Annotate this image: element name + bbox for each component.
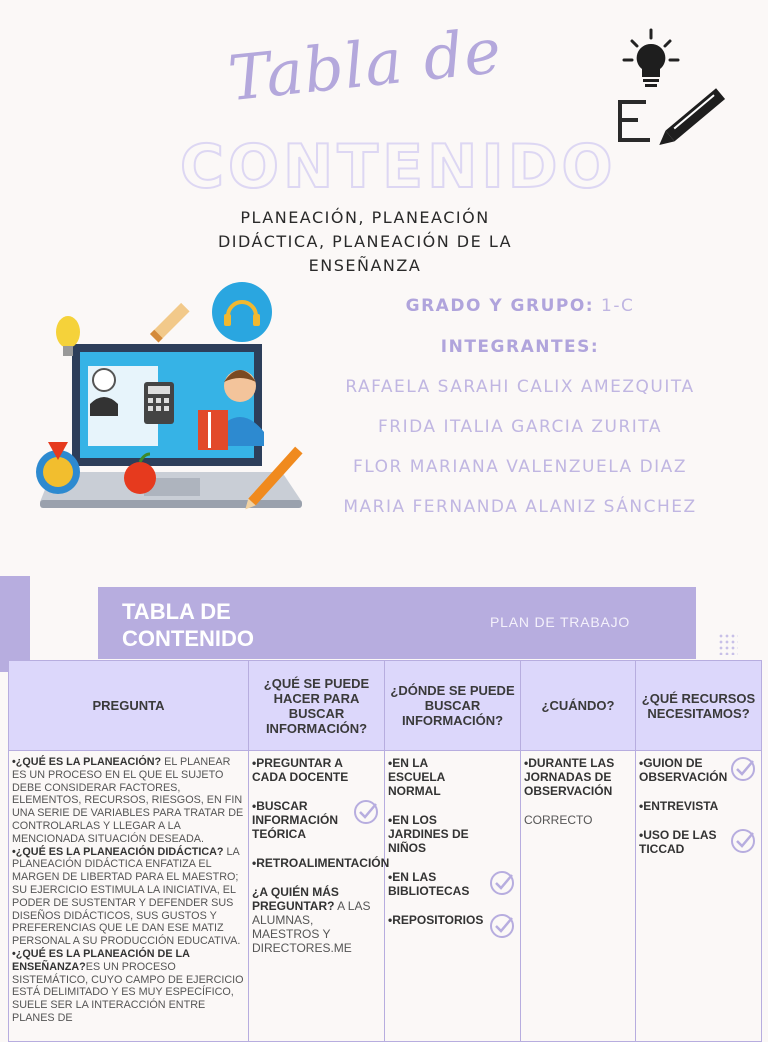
grado-grupo — [330, 296, 710, 316]
check-icon — [730, 756, 756, 782]
block-title: CONTENIDO — [180, 132, 617, 202]
donde-2: •EN LOS JARDINES DE NIÑOS — [388, 813, 469, 855]
laptop-illustration-icon — [32, 282, 310, 522]
left-accent-tab — [0, 576, 30, 672]
donde-4: •REPOSITORIOS — [388, 913, 517, 927]
cuando-1: •DURANTE LAS JORNADAS DE OBSERVACIÓN — [524, 756, 615, 798]
grado-value: 1-C — [601, 296, 635, 316]
member-2: FRIDA ITALIA GARCIA ZURITA — [378, 417, 662, 437]
header-que-hacer: ¿QUÉ SE PUEDE HACER PARA BUSCAR INFORMACIÓN? — [249, 661, 385, 751]
cell-cuando — [521, 751, 636, 1042]
check-icon — [489, 870, 515, 896]
script-title: Tabla de — [224, 13, 506, 116]
cell-donde — [385, 751, 521, 1042]
lightbulb-pencil-icon — [610, 28, 734, 148]
member-1: RAFAELA SARAHI CALIX AMEZQUITA — [345, 377, 695, 397]
dots-decoration — [718, 633, 738, 655]
recursos-2: •ENTREVISTA — [639, 799, 719, 813]
subtitle: PLANEACIÓN, PLANEACIÓN DIDÁCTICA, PLANEACIÓN DE LA ENSEÑANZA — [217, 208, 513, 275]
header-pregunta: PREGUNTA — [9, 661, 249, 751]
header-cuando: ¿CUÁNDO? — [521, 661, 636, 751]
pregunta-3: •¿QUÉ ES LA PLANEACIÓN DE LA ENSEÑANZA?ES UN PROCESO SISTEMÁTICO, CUYO CAMPO DE EJERCICIO ESTÁ DELIMITADO Y ES MUY ESPECÍFICO, SUELE SER LA INTERACCIÓN ENTRE PLANES DE — [12, 947, 244, 1024]
cell-pregunta — [9, 751, 249, 1042]
integrantes-label: INTEGRANTES: — [440, 337, 600, 357]
banner-title: TABLA DE CONTENIDO — [122, 599, 254, 651]
member-4: MARIA FERNANDA ALANIZ SÁNCHEZ — [343, 497, 697, 517]
grado-label: GRADO Y GRUPO: — [405, 296, 595, 316]
que-hacer-2: •BUSCAR INFORMACIÓN TEÓRICA — [252, 799, 381, 841]
donde-3: •EN LAS BIBLIOTECAS — [388, 870, 517, 898]
check-icon — [353, 799, 379, 825]
content-table — [8, 660, 762, 1042]
check-icon — [730, 828, 756, 854]
recursos-3: •USO DE LAS TICCAD — [639, 828, 758, 856]
header-recursos: ¿QUÉ RECURSOS NECESITAMOS? — [636, 661, 762, 751]
cell-recursos — [636, 751, 762, 1042]
banner-subtitle: PLAN DE TRABAJO — [490, 614, 631, 630]
quien-preguntar: ¿A QUIÉN MÁS PREGUNTAR? A LAS ALUMNAS, MAESTROS Y DIRECTORES.ME — [252, 885, 371, 955]
cuando-note: CORRECTO — [524, 813, 593, 827]
pregunta-1: •¿QUÉ ES LA PLANEACIÓN? EL PLANEAR ES UN PROCESO EN EL QUE EL SUJETO DEBE CONSIDERAR FACTORES, ELEMENTOS, RECURSOS, RIESGOS, EN FIN UNA SERIE DE VARIABLES PARA TRATAR DE CONTROLARLAS Y LLEGAR A LA MENCIONADA SITUACIÓN DESEADA. — [12, 756, 244, 845]
header-donde: ¿DÓNDE SE PUEDE BUSCAR INFORMACIÓN? — [385, 661, 521, 751]
que-hacer-3: •RETROALIMENTACIÓN — [252, 856, 390, 870]
pregunta-2: •¿QUÉ ES LA PLANEACIÓN DIDÁCTICA? LA PLANEACIÓN DIDÁCTICA ENFATIZA EL MARGEN DE LIBERTAD PARA EL MAESTRO; SU EJERCICIO ESTIMULA LA INICIATIVA, EL PODER DE SUSTENTAR Y DEFENDER SUS DISEÑOS DIDÁCTICOS, SUS GUSTOS Y PREFERENCIAS QUE LE DAN ESE MATIZ PERSONAL A SU PRODUCCIÓN EDUCATIVA. — [12, 845, 241, 948]
donde-1: •EN LA ESCUELA NORMAL — [388, 756, 445, 798]
member-3: FLOR MARIANA VALENZUELA DIAZ — [353, 457, 687, 477]
cell-que-hacer — [249, 751, 390, 1042]
recursos-1: •GUION DE OBSERVACIÓN — [639, 756, 758, 784]
check-icon — [489, 913, 515, 939]
que-hacer-1: •PREGUNTAR A CADA DOCENTE — [252, 756, 349, 784]
